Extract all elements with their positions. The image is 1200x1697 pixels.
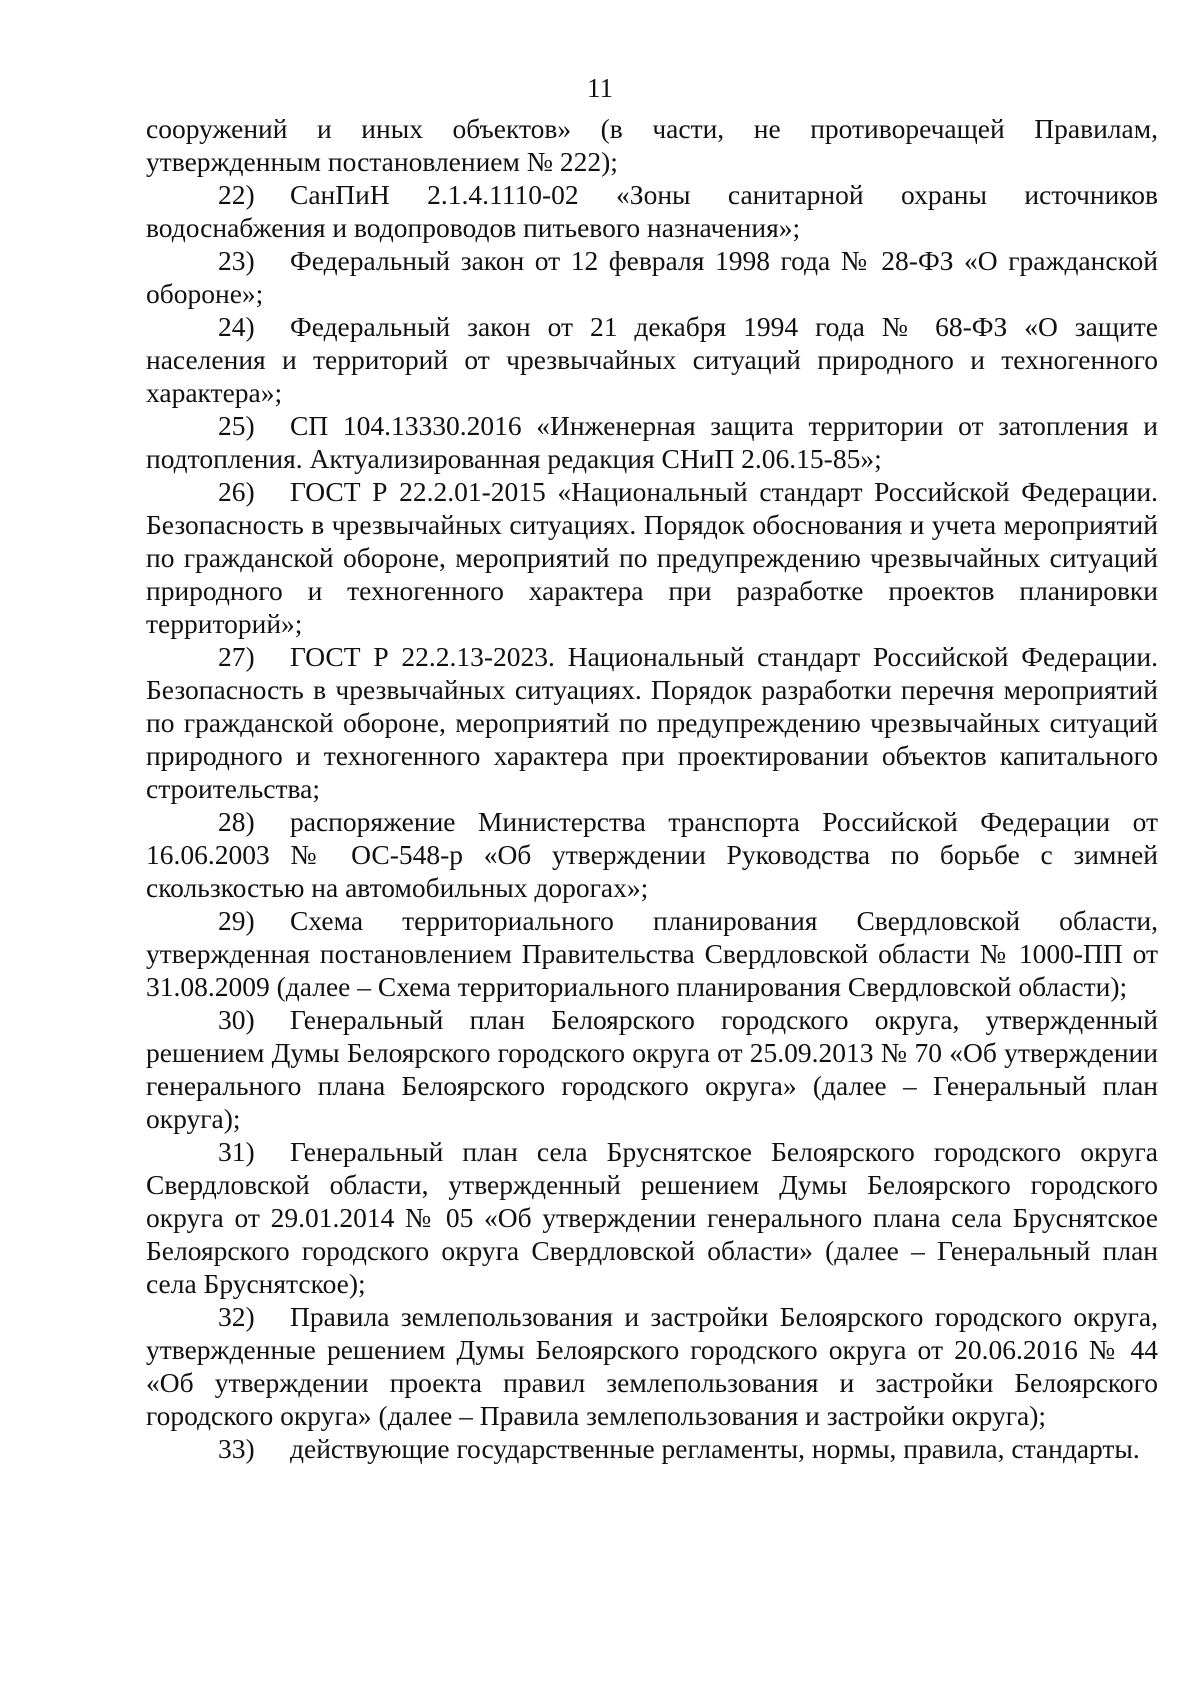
list-item-number: 27) — [218, 641, 255, 672]
list-item-text: Генеральный план села Бруснятское Белоярского городского округа Свердловской области, утвержденный решением Думы Белоярского городского округа от 29.01.2014 № 05 «Об утверждении генерального плана села Бруснятское Белоярского городского округа Свердловской области» (далее – Генеральный план села Бруснятское); — [146, 1136, 1158, 1299]
list-item — [146, 640, 1158, 805]
list-item — [146, 178, 1158, 244]
list-item — [146, 1432, 1158, 1465]
list-item-number: 25) — [218, 410, 255, 441]
list-item-number: 28) — [218, 806, 255, 837]
list-item — [146, 244, 1158, 310]
intro-paragraph: сооружений и иных объектов» (в части, не противоречащей Правилам, утвержденным постановлением № 222); — [146, 113, 1158, 177]
list-item-text: Генеральный план Белоярского городского округа, утвержденный решением Думы Белоярского городского округа от 25.09.2013 № 70 «Об утверждении генерального плана Белоярского городского округа» (далее – Генеральный план округа); — [146, 1004, 1158, 1134]
list-item-number: 23) — [218, 245, 255, 276]
list-item-text: Федеральный закон от 12 февраля 1998 года № 28-ФЗ «О гражданской обороне»; — [146, 245, 1158, 309]
list-item-number: 26) — [218, 476, 255, 507]
list-item-number: 32) — [218, 1301, 255, 1332]
list-item-text: действующие государственные регламенты, нормы, правила, стандарты. — [290, 1433, 1140, 1464]
list-item-text: Схема территориального планирования Свердловской области, утвержденная постановлением Правительства Свердловской области № 1000-ПП от 31.08.2009 (далее – Схема территориального планирования Свердловской области); — [146, 905, 1158, 1002]
list-item — [146, 310, 1158, 409]
list-item — [146, 1003, 1158, 1135]
numbered-list — [146, 178, 1158, 1465]
list-item — [146, 475, 1158, 640]
list-item — [146, 409, 1158, 475]
list-item — [146, 805, 1158, 904]
list-item-number: 29) — [218, 905, 255, 936]
list-item-text: Правила землепользования и застройки Белоярского городского округа, утвержденные решением Думы Белоярского городского округа от 20.06.2016 № 44 «Об утверждении проекта правил землепользования и застройки Белоярского городского округа» (далее – Правила землепользования и застройки округа); — [146, 1301, 1158, 1431]
list-item-text: СанПиН 2.1.4.1110-02 «Зоны санитарной охраны источников водоснабжения и водопроводов питьевого назначения»; — [146, 179, 1158, 243]
document-body — [146, 112, 1158, 1465]
list-item-text: ГОСТ Р 22.2.13-2023. Национальный стандарт Российской Федерации. Безопасность в чрезвычайных ситуациях. Порядок разработки перечня мероприятий по гражданской обороне, мероприятий по предупреждению чрезвычайных ситуаций природного и техногенного характера при проектировании объектов капитального строительства; — [146, 641, 1158, 804]
list-item — [146, 1300, 1158, 1432]
list-item-text: ГОСТ Р 22.2.01-2015 «Национальный стандарт Российской Федерации. Безопасность в чрезвычайных ситуациях. Порядок обоснования и учета мероприятий по гражданской обороне, мероприятий по предупреждению чрезвычайных ситуаций природного и техногенного характера при разработке проектов планировки территорий»; — [146, 476, 1158, 639]
page-number: 11 — [587, 73, 613, 103]
list-item — [146, 904, 1158, 1003]
list-item-number: 30) — [218, 1004, 255, 1035]
list-item-number: 31) — [218, 1136, 255, 1167]
list-item-number: 33) — [218, 1433, 255, 1464]
list-item-number: 24) — [218, 311, 255, 342]
list-item-text: распоряжение Министерства транспорта Российской Федерации от 16.06.2003 № ОС-548-р «Об утверждении Руководства по борьбе с зимней скользкостью на автомобильных дорогах»; — [146, 806, 1158, 903]
list-item-text: Федеральный закон от 21 декабря 1994 года № 68-ФЗ «О защите населения и территорий от чрезвычайных ситуаций природного и техногенного характера»; — [146, 311, 1158, 408]
list-item-number: 22) — [218, 179, 255, 210]
list-item — [146, 1135, 1158, 1300]
list-item-text: СП 104.13330.2016 «Инженерная защита территории от затопления и подтопления. Актуализированная редакция СНиП 2.06.15-85»; — [146, 410, 1158, 474]
